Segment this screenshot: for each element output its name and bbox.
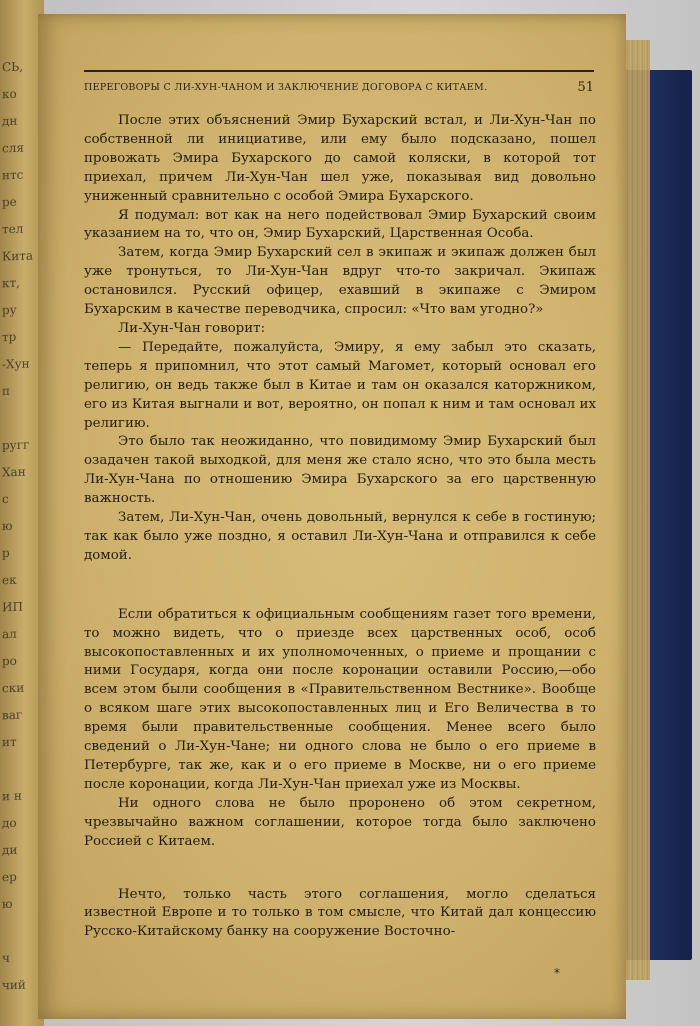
section-gap	[84, 852, 596, 886]
paragraph: После этих объяснений Эмир Бухарский встал, и Ли-Хун-Чан по собственной ли инициативе, или ему было подсказано, пошел провожать Эмира Бухарского до самой коляски, в которой тот приехал, причем Ли-Хун-Чан шел уже, показывая вид довольно униженный сравнительно с особой Эмира Бухарского.	[84, 113, 596, 204]
paragraph: Ли-Хун-Чан говорит:	[118, 320, 266, 336]
previous-page-text-fragment: ре	[2, 194, 17, 210]
previous-page-text-fragment: ро	[2, 653, 17, 669]
paragraph: Это было так неожиданно, что повидимому Эмир Бухарский был озадачен такой выходкой, для меня же стало ясно, что это была месть Ли-Хун-Чана по отношению Эмира Бухарского за его царственную важность.	[84, 434, 596, 507]
previous-page-text-fragment: ски	[2, 680, 25, 696]
previous-page-text-fragment: р	[2, 545, 10, 561]
previous-page-text-fragment: СЬ,	[2, 59, 24, 75]
section-gap	[84, 566, 596, 606]
previous-page-text-fragment: ит	[2, 734, 17, 750]
running-header	[84, 70, 594, 102]
previous-page-text-fragment: ИП	[2, 599, 23, 615]
previous-page-text-fragment: ваг	[2, 707, 23, 723]
previous-page-text-fragment: п	[2, 383, 10, 399]
paragraph: Затем, когда Эмир Бухарский сел в экипаж и экипаж должен был уже тронуться, то Ли-Хун-Чан вдруг что-то закричал. Экипаж остановился. Русский офицер, ехавший в экипаже с Эмиром Бухарским в качестве переводчика, спросил: «Что вам угодно?»	[84, 245, 596, 318]
previous-page-text-fragment: ю	[2, 896, 13, 912]
running-header-title: ПЕРЕГОВОРЫ С ЛИ-ХУН-ЧАНОМ И ЗАКЛЮЧЕНИЕ ДОГОВОРА С КИТАЕМ.	[84, 81, 488, 93]
previous-page-text-fragment: и н	[2, 788, 22, 804]
previous-page-text-fragment: нтс	[2, 167, 24, 183]
previous-page-text-fragment: ру	[2, 302, 17, 318]
previous-page-text-fragment: Хан	[2, 464, 26, 480]
previous-page-text-fragment: ко	[2, 86, 17, 102]
previous-page-text-fragment: до	[2, 815, 17, 831]
previous-page-text-fragment: ал	[2, 626, 17, 642]
previous-page-text-fragment: дн	[2, 113, 18, 129]
previous-page-text-fragment: -Хун	[2, 356, 30, 372]
previous-page-text-fragment: ер	[2, 869, 17, 885]
paragraph: — Передайте, пожалуйста, Эмиру, я ему забыл это сказать, теперь я припомнил, что этот самый Магомет, который основал его религию, он ведь также был в Китае и там он оказался каторжником, его из Китая выгнали и вот, вероятно, он попал к ним и там основал их религию.	[84, 339, 596, 431]
page-number: 51	[577, 79, 594, 95]
previous-page-text-fragment: сля	[2, 140, 24, 156]
previous-page-text-fragment: Кита	[2, 248, 34, 264]
previous-page-text-fragment: ди	[2, 842, 18, 858]
previous-page-text-fragment: кт,	[2, 275, 20, 291]
paragraph: Если обратиться к официальным сообщениям газет того времени, то можно видеть, что о приезде всех царственных особ, особ высокопоставленных и их уполномоченных, о приеме и прощании с ними Государя, когда они после коронации оставили Россию,—обо всем этом были сообщения в «Правительственном Вестнике». Вообще о всяком шаге этих высокопоставленных лиц и Его Величества в то время были правительственные сообщения. Менее всего было сведений о Ли-Хун-Чане; ни одного слова не было о его приеме в Петербурге, так же, как и о его приеме в Москве, ни о его приеме после коронации, когда Ли-Хун-Чан приехал уже из Москвы.	[84, 606, 596, 792]
previous-page-text-fragment: тел	[2, 221, 24, 237]
previous-page-text-fragment: тр	[2, 329, 17, 345]
paragraph: Я подумал: вот как на него подействовал Эмир Бухарский своим указанием на то, что он, Эмир Бухарский, Царственная Особа.	[84, 207, 596, 242]
book-page	[38, 14, 626, 1019]
previous-page-text-fragment: чий	[2, 977, 26, 993]
paragraph: Затем, Ли-Хун-Чан, очень довольный, вернулся к себе в гостиную; так как было уже поздно, я оставил Ли-Хун-Чана и отправился к себе домой.	[84, 510, 596, 563]
previous-page-text-fragment: ругг	[2, 437, 30, 453]
previous-page-text-fragment: ч	[2, 950, 10, 966]
previous-page-text-fragment: ю	[2, 518, 13, 534]
previous-page-text-fragment: ек	[2, 572, 17, 588]
page-body	[84, 112, 596, 942]
paragraph: Нечто, только часть этого соглашения, могло сделаться известной Европе и то только в том смысле, что Китай дал концессию Русско-Китайскому банку на сооружение Восточно-	[84, 886, 596, 940]
signature-mark: *	[554, 966, 560, 980]
previous-page-text-fragment: с	[2, 491, 9, 507]
paragraph: Ни одного слова не было проронено об этом секретном, чрезвычайно важном соглашении, которое тогда было заключено Россией с Китаем.	[84, 795, 596, 849]
